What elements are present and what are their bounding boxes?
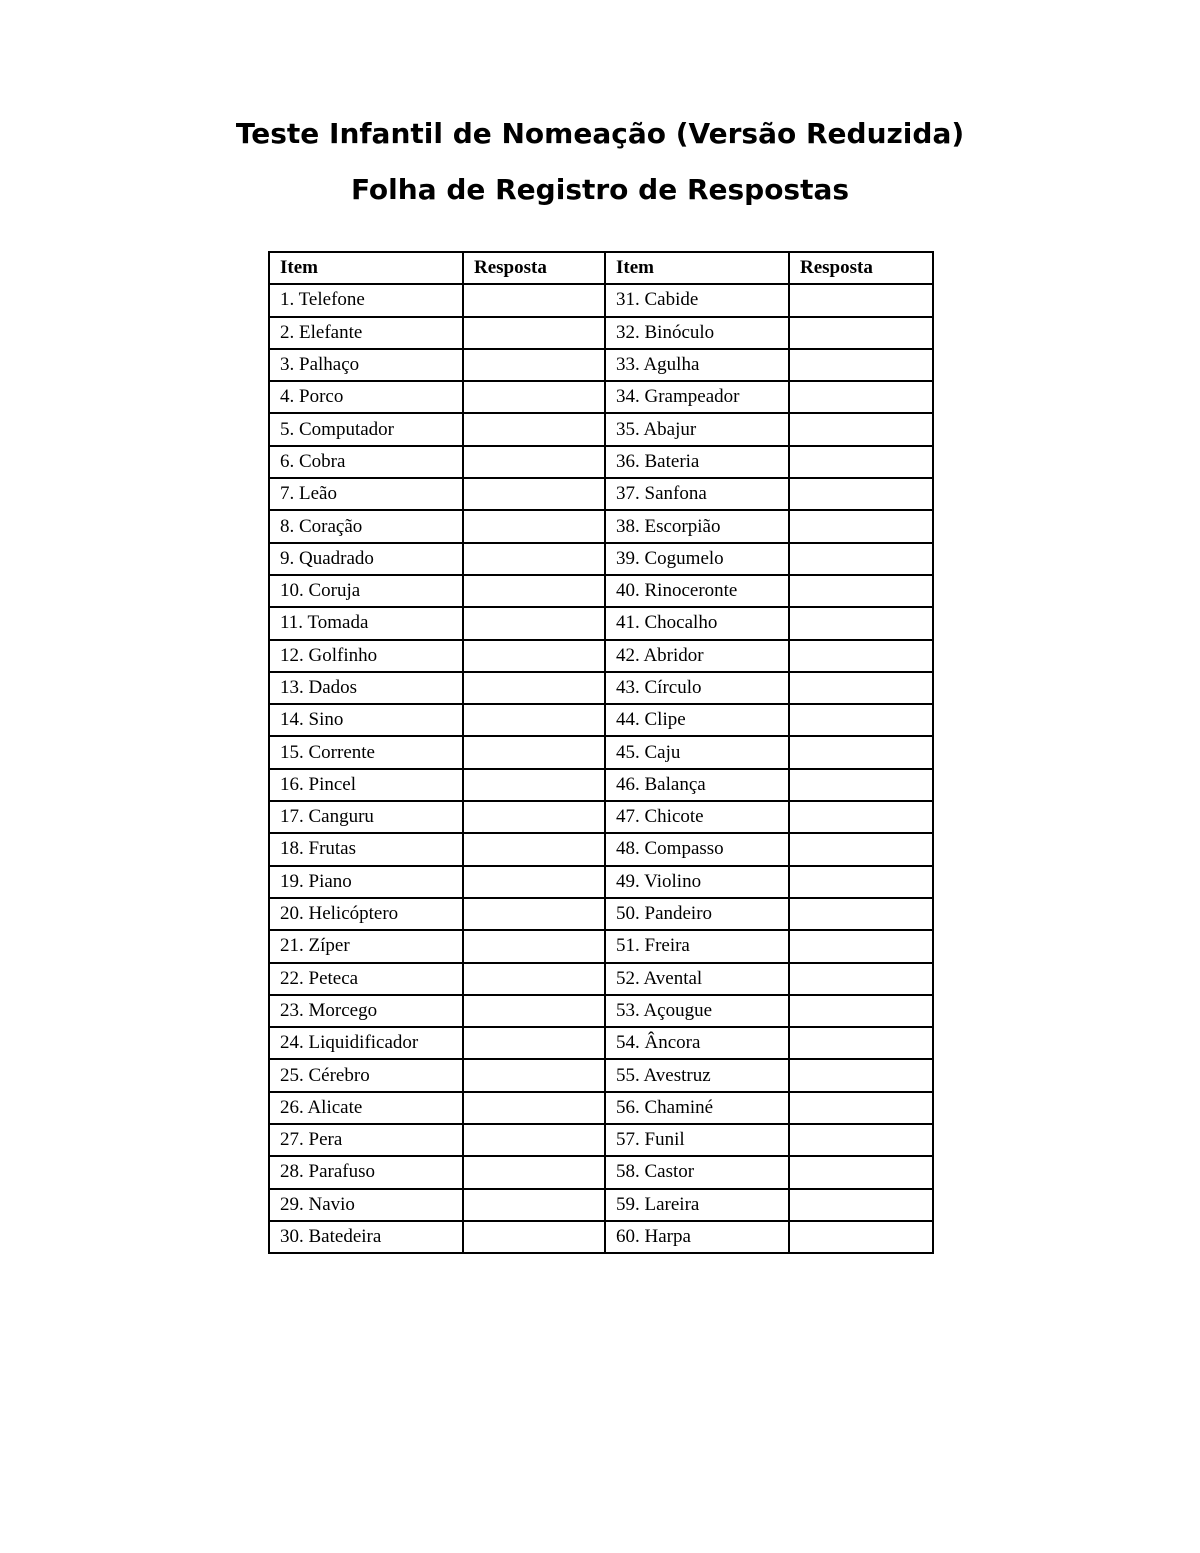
cell-item-left: 13. Dados — [269, 672, 463, 704]
cell-item-left: 30. Batedeira — [269, 1221, 463, 1253]
cell-item-left: 8. Coração — [269, 510, 463, 542]
cell-response-right[interactable] — [789, 575, 933, 607]
table-row — [269, 866, 933, 898]
cell-item-left: 23. Morcego — [269, 995, 463, 1027]
header-item-right: Item — [605, 252, 789, 284]
cell-item-right: 55. Avestruz — [605, 1059, 789, 1091]
table-row — [269, 1189, 933, 1221]
cell-response-left[interactable] — [463, 1156, 605, 1188]
table-row — [269, 640, 933, 672]
cell-item-left: 7. Leão — [269, 478, 463, 510]
cell-item-left: 6. Cobra — [269, 446, 463, 478]
document-title: Teste Infantil de Nomeação (Versão Reduzida) — [235, 117, 965, 150]
response-table — [268, 251, 934, 1254]
cell-response-right[interactable] — [789, 672, 933, 704]
header-response-right: Resposta — [789, 252, 933, 284]
cell-response-right[interactable] — [789, 1092, 933, 1124]
cell-item-right: 36. Bateria — [605, 446, 789, 478]
cell-item-right: 41. Chocalho — [605, 607, 789, 639]
table-row — [269, 995, 933, 1027]
table-header-row — [269, 252, 933, 284]
cell-response-right[interactable] — [789, 284, 933, 316]
table-row — [269, 349, 933, 381]
cell-item-left: 21. Zíper — [269, 930, 463, 962]
cell-item-right: 52. Avental — [605, 963, 789, 995]
cell-response-right[interactable] — [789, 930, 933, 962]
cell-response-left[interactable] — [463, 575, 605, 607]
cell-response-right[interactable] — [789, 478, 933, 510]
table-row — [269, 510, 933, 542]
cell-item-right: 39. Cogumelo — [605, 543, 789, 575]
cell-response-right[interactable] — [789, 607, 933, 639]
table-row — [269, 898, 933, 930]
cell-response-right[interactable] — [789, 510, 933, 542]
cell-item-left: 15. Corrente — [269, 736, 463, 768]
table-row — [269, 478, 933, 510]
cell-response-left[interactable] — [463, 607, 605, 639]
cell-response-left[interactable] — [463, 640, 605, 672]
cell-item-left: 9. Quadrado — [269, 543, 463, 575]
cell-response-left[interactable] — [463, 930, 605, 962]
cell-item-left: 12. Golfinho — [269, 640, 463, 672]
cell-response-right[interactable] — [789, 1059, 933, 1091]
cell-item-right: 32. Binóculo — [605, 317, 789, 349]
cell-response-left[interactable] — [463, 801, 605, 833]
cell-item-right: 51. Freira — [605, 930, 789, 962]
cell-response-right[interactable] — [789, 446, 933, 478]
cell-response-left[interactable] — [463, 543, 605, 575]
cell-response-left[interactable] — [463, 1221, 605, 1253]
cell-response-right[interactable] — [789, 898, 933, 930]
cell-item-left: 19. Piano — [269, 866, 463, 898]
table-row — [269, 736, 933, 768]
table-row — [269, 1156, 933, 1188]
cell-response-left[interactable] — [463, 446, 605, 478]
cell-item-right: 57. Funil — [605, 1124, 789, 1156]
cell-item-right: 35. Abajur — [605, 413, 789, 445]
cell-item-right: 33. Agulha — [605, 349, 789, 381]
cell-response-right[interactable] — [789, 317, 933, 349]
cell-response-right[interactable] — [789, 866, 933, 898]
cell-response-right[interactable] — [789, 769, 933, 801]
cell-item-left: 25. Cérebro — [269, 1059, 463, 1091]
header-response-left: Resposta — [463, 252, 605, 284]
cell-item-right: 48. Compasso — [605, 833, 789, 865]
table-row — [269, 801, 933, 833]
table-row — [269, 963, 933, 995]
cell-item-left: 26. Alicate — [269, 1092, 463, 1124]
cell-response-left[interactable] — [463, 736, 605, 768]
header-item-left: Item — [269, 252, 463, 284]
cell-item-right: 31. Cabide — [605, 284, 789, 316]
cell-item-left: 10. Coruja — [269, 575, 463, 607]
cell-response-left[interactable] — [463, 1059, 605, 1091]
cell-response-right[interactable] — [789, 543, 933, 575]
cell-item-right: 59. Lareira — [605, 1189, 789, 1221]
table-row — [269, 672, 933, 704]
cell-response-left[interactable] — [463, 1124, 605, 1156]
cell-response-left[interactable] — [463, 866, 605, 898]
cell-item-left: 4. Porco — [269, 381, 463, 413]
cell-item-left: 18. Frutas — [269, 833, 463, 865]
cell-item-left: 24. Liquidificador — [269, 1027, 463, 1059]
cell-response-right[interactable] — [789, 995, 933, 1027]
table-row — [269, 769, 933, 801]
cell-item-left: 1. Telefone — [269, 284, 463, 316]
cell-item-right: 44. Clipe — [605, 704, 789, 736]
cell-item-left: 5. Computador — [269, 413, 463, 445]
cell-response-left[interactable] — [463, 381, 605, 413]
cell-response-right[interactable] — [789, 736, 933, 768]
document-subtitle: Folha de Registro de Respostas — [350, 173, 850, 206]
cell-item-right: 43. Círculo — [605, 672, 789, 704]
cell-response-left[interactable] — [463, 349, 605, 381]
cell-response-left[interactable] — [463, 1189, 605, 1221]
cell-response-right[interactable] — [789, 801, 933, 833]
table-row — [269, 1124, 933, 1156]
table-row — [269, 543, 933, 575]
cell-item-left: 17. Canguru — [269, 801, 463, 833]
table-row — [269, 1092, 933, 1124]
cell-response-left[interactable] — [463, 478, 605, 510]
table-body — [269, 284, 933, 1253]
table-row — [269, 607, 933, 639]
table-row — [269, 446, 933, 478]
cell-item-left: 28. Parafuso — [269, 1156, 463, 1188]
cell-item-left: 22. Peteca — [269, 963, 463, 995]
cell-response-right[interactable] — [789, 640, 933, 672]
table-row — [269, 284, 933, 316]
cell-item-right: 58. Castor — [605, 1156, 789, 1188]
cell-item-left: 20. Helicóptero — [269, 898, 463, 930]
table-row — [269, 381, 933, 413]
cell-item-right: 40. Rinoceronte — [605, 575, 789, 607]
cell-response-left[interactable] — [463, 284, 605, 316]
table-row — [269, 575, 933, 607]
cell-response-right[interactable] — [789, 704, 933, 736]
cell-item-right: 54. Âncora — [605, 1027, 789, 1059]
cell-item-right: 50. Pandeiro — [605, 898, 789, 930]
table-row — [269, 833, 933, 865]
cell-response-right[interactable] — [789, 1221, 933, 1253]
cell-item-right: 37. Sanfona — [605, 478, 789, 510]
cell-response-right[interactable] — [789, 1189, 933, 1221]
cell-item-left: 11. Tomada — [269, 607, 463, 639]
cell-item-right: 46. Balança — [605, 769, 789, 801]
table-row — [269, 930, 933, 962]
cell-response-left[interactable] — [463, 317, 605, 349]
cell-response-right[interactable] — [789, 1027, 933, 1059]
table-row — [269, 413, 933, 445]
cell-response-right[interactable] — [789, 381, 933, 413]
cell-item-right: 49. Violino — [605, 866, 789, 898]
cell-response-right[interactable] — [789, 413, 933, 445]
cell-item-right: 34. Grampeador — [605, 381, 789, 413]
table-row — [269, 704, 933, 736]
cell-response-right[interactable] — [789, 963, 933, 995]
cell-item-right: 45. Caju — [605, 736, 789, 768]
table-row — [269, 317, 933, 349]
cell-response-left[interactable] — [463, 769, 605, 801]
cell-item-right: 38. Escorpião — [605, 510, 789, 542]
cell-response-left[interactable] — [463, 898, 605, 930]
cell-response-left[interactable] — [463, 1092, 605, 1124]
cell-item-right: 53. Açougue — [605, 995, 789, 1027]
cell-item-right: 47. Chicote — [605, 801, 789, 833]
cell-response-left[interactable] — [463, 704, 605, 736]
cell-item-left: 29. Navio — [269, 1189, 463, 1221]
cell-item-left: 14. Sino — [269, 704, 463, 736]
cell-response-right[interactable] — [789, 1156, 933, 1188]
table-row — [269, 1221, 933, 1253]
cell-response-left[interactable] — [463, 963, 605, 995]
cell-item-left: 3. Palhaço — [269, 349, 463, 381]
cell-response-right[interactable] — [789, 833, 933, 865]
table-row — [269, 1027, 933, 1059]
table-row — [269, 1059, 933, 1091]
cell-item-left: 16. Pincel — [269, 769, 463, 801]
cell-response-left[interactable] — [463, 833, 605, 865]
cell-item-right: 56. Chaminé — [605, 1092, 789, 1124]
cell-response-right[interactable] — [789, 1124, 933, 1156]
cell-item-right: 60. Harpa — [605, 1221, 789, 1253]
cell-response-left[interactable] — [463, 1027, 605, 1059]
cell-response-left[interactable] — [463, 995, 605, 1027]
cell-item-left: 27. Pera — [269, 1124, 463, 1156]
cell-response-left[interactable] — [463, 413, 605, 445]
cell-response-right[interactable] — [789, 349, 933, 381]
cell-response-left[interactable] — [463, 672, 605, 704]
cell-item-right: 42. Abridor — [605, 640, 789, 672]
cell-item-left: 2. Elefante — [269, 317, 463, 349]
cell-response-left[interactable] — [463, 510, 605, 542]
